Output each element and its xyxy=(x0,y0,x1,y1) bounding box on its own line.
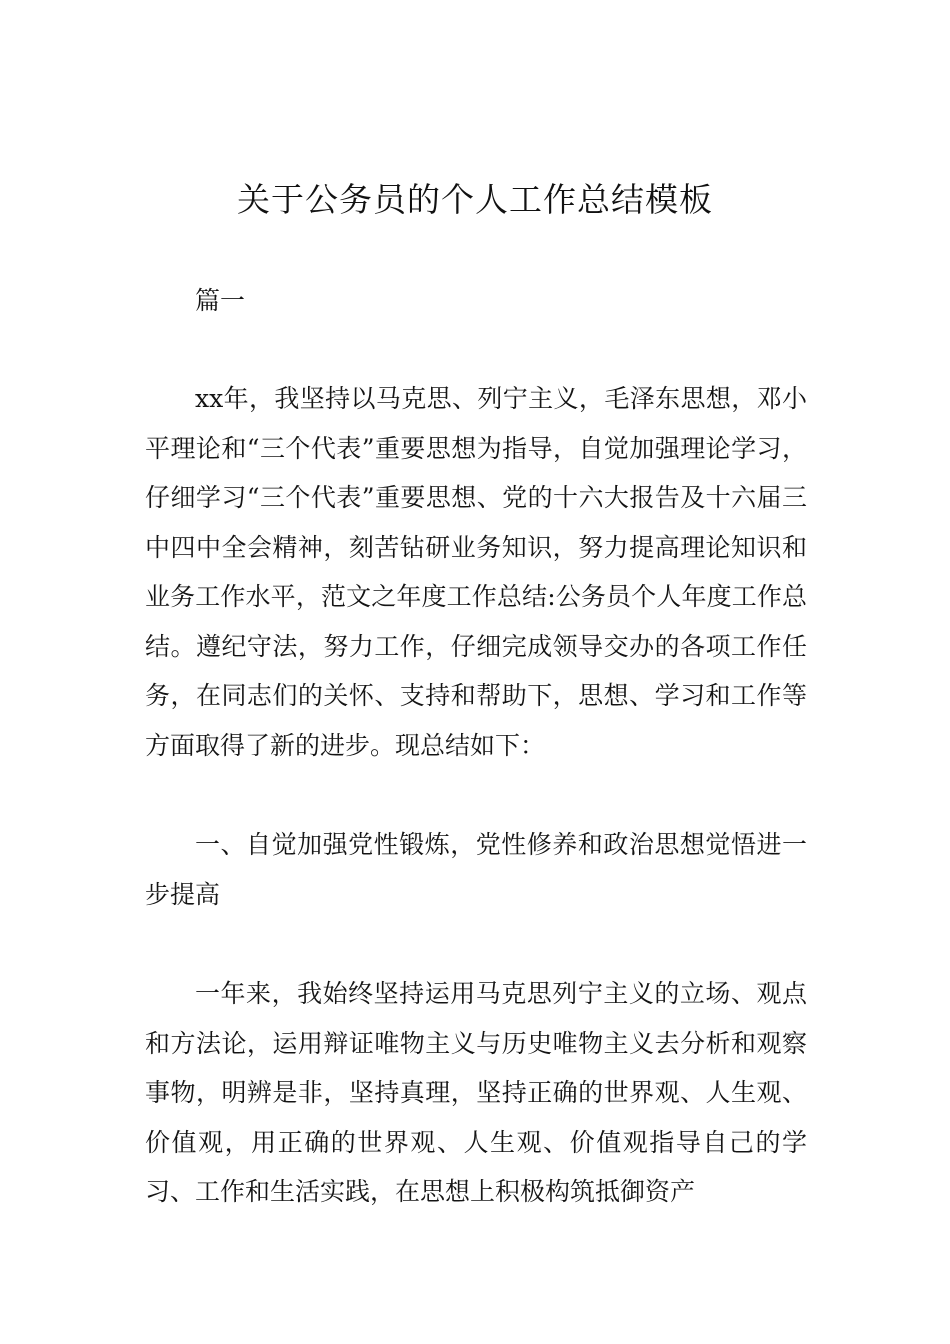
body-paragraph-2: 一年来，我始终坚持运用马克思列宁主义的立场、观点和方法论，运用辩证唯物主义与历史唯物主义去分析和观察事物，明辨是非，坚持真理，坚持正确的世界观、人生观、价值观，用正确的世界观、人生观、价值观指导自己的学习、工作和生活实践，在思想上积极构筑抵御资产 xyxy=(145,979,807,1206)
section-heading-1: 一、自觉加强党性锻炼，党性修养和政治思想觉悟进一步提高 xyxy=(145,830,807,909)
section-label: 篇一 xyxy=(195,286,246,315)
body-paragraph-1: xx年，我坚持以马克思、列宁主义，毛泽东思想，邓小平理论和“三个代表”重要思想为指导，自觉加强理论学习，仔细学习“三个代表”重要思想、党的十六大报告及十六届三中四中全会精神，刻苦钻研业务知识，努力提高理论知识和业务工作水平，范文之年度工作总结:公务员个人年度工作总结。遵纪守法，努力工作，仔细完成领导交办的各项工作任务，在同志们的关怀、支持和帮助下，思想、学习和工作等方面取得了新的进步。现总结如下： xyxy=(145,384,807,760)
document-title: 关于公务员的个人工作总结模板 xyxy=(237,180,713,219)
